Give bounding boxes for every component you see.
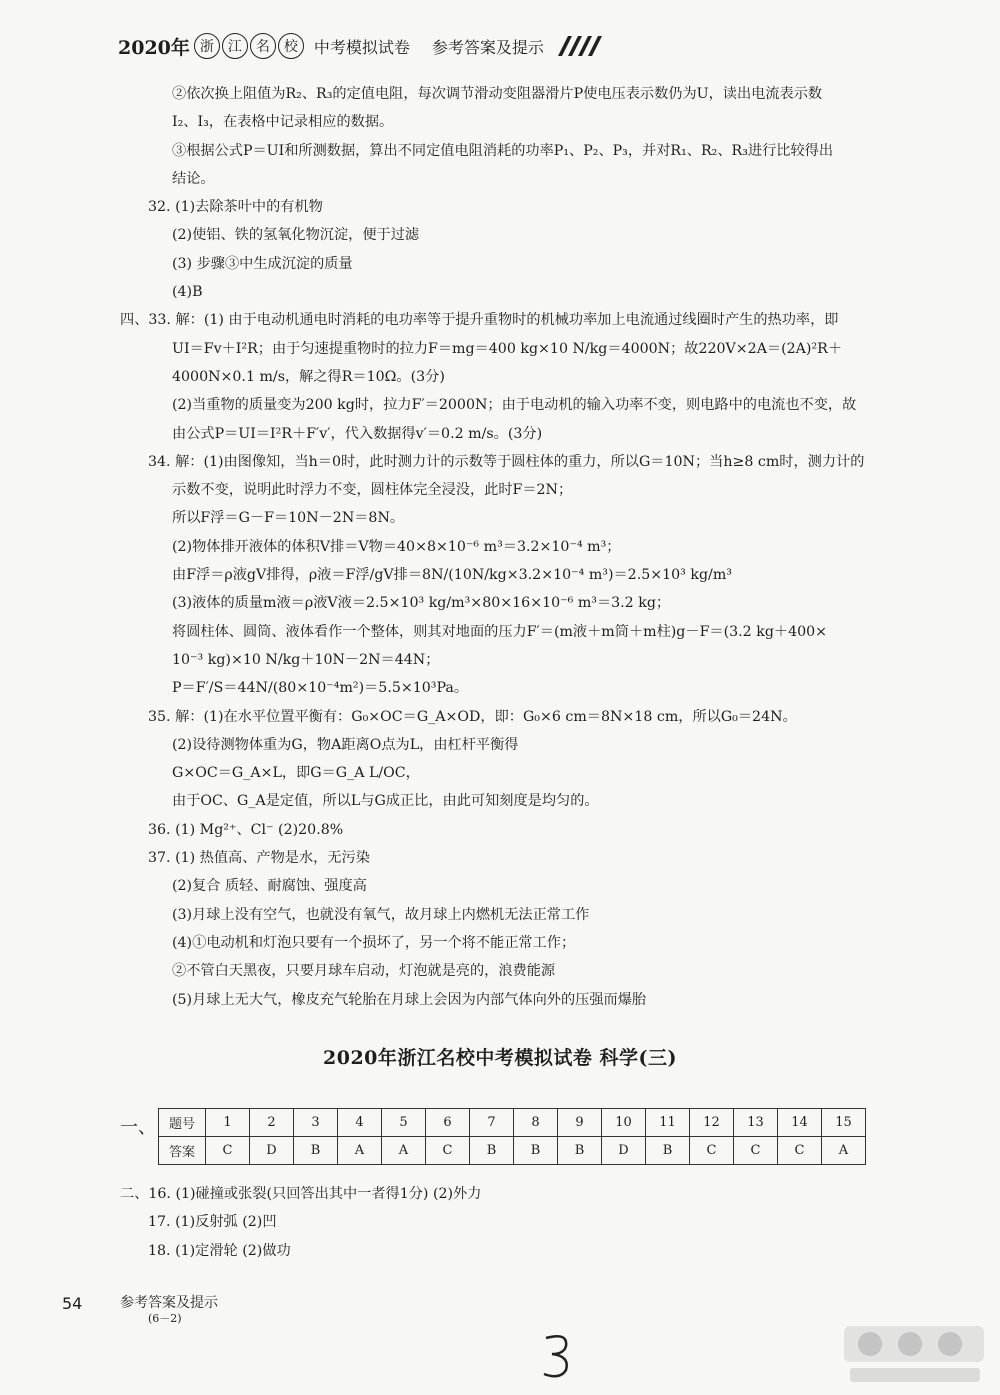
footer-page-number: 54	[62, 1294, 83, 1313]
answer-line: (3)液体的质量m液＝ρ液V液＝2.5×10³ kg/m³×80×16×10⁻⁶ m³＝3.2 kg；	[172, 595, 671, 612]
header-badge-zhe: 浙	[194, 33, 220, 59]
section-one-label: 一、	[120, 1117, 156, 1138]
question-number-cell: 2	[250, 1109, 294, 1137]
question-number-cell: 9	[558, 1109, 602, 1137]
answer-table-row2-head: 答案	[159, 1137, 206, 1165]
answer-line: 17. (1)反射弧 (2)凹	[148, 1214, 277, 1231]
answer-line: (2)复合 质轻、耐腐蚀、强度高	[172, 878, 367, 895]
question-number-cell: 15	[822, 1109, 866, 1137]
question-number-cell: 8	[514, 1109, 558, 1137]
answer-cell: B	[294, 1137, 338, 1165]
answer-cell: C	[690, 1137, 734, 1165]
question-number-cell: 11	[646, 1109, 690, 1137]
answer-line: 示数不变，说明此时浮力不变，圆柱体完全浸没，此时F＝2N；	[172, 482, 573, 499]
answer-line: (2)当重物的质量变为200 kg时，拉力F′＝2000N；由于电动机的输入功率不变，则电路中的电流也不变，故	[172, 397, 857, 414]
header-stripes-icon	[554, 36, 602, 56]
answer-cell: A	[822, 1137, 866, 1165]
answer-line: 所以F浮＝G－F＝10N－2N＝8N。	[172, 510, 405, 527]
header-badges	[194, 33, 304, 59]
answer-line: P＝F′/S＝44N/(80×10⁻⁴m²)＝5.5×10³Pa。	[172, 680, 469, 697]
answer-line: 将圆柱体、圆筒、液体看作一个整体，则其对地面的压力F′＝(m液＋m筒＋m柱)g－F＝(3.2 kg＋400×	[172, 623, 828, 640]
question-number-cell: 6	[426, 1109, 470, 1137]
section-two-answers	[120, 1180, 481, 1265]
question-number-cell: 4	[338, 1109, 382, 1137]
answer-line: (2)设待测物体重为G，物A距离O点为L，由杠杆平衡得	[172, 736, 519, 753]
answer-line: 4000N×0.1 m/s，解之得R＝10Ω。(3分)	[172, 368, 445, 385]
page-header	[118, 30, 638, 62]
answer-table-answer-row	[159, 1137, 866, 1165]
answer-line: 35. 解：(1)在水平位置平衡有：G₀×OC＝G_A×OD，即：G₀×6 cm＝8N×18 cm，所以G₀＝24N。	[148, 708, 797, 725]
answer-line: (3)月球上没有空气，也就没有氧气，故月球上内燃机无法正常工作	[172, 906, 590, 923]
answer-cell: B	[558, 1137, 602, 1165]
question-number-cell: 10	[602, 1109, 646, 1137]
answer-cell: B	[470, 1137, 514, 1165]
answer-line: 37. (1) 热值高、产物是水，无污染	[148, 850, 370, 867]
header-right: 参考答案及提示	[431, 37, 544, 57]
answer-cell: C	[206, 1137, 250, 1165]
header-badge-ming: 名	[250, 33, 276, 59]
question-number-cell: 12	[690, 1109, 734, 1137]
answer-line: 36. (1) Mg²⁺、Cl⁻ (2)20.8%	[148, 821, 344, 838]
header-badge-xiao: 校	[278, 33, 304, 59]
answer-line: (5)月球上无大气，橡皮充气轮胎在月球上会因为内部气体向外的压强而爆胎	[172, 991, 647, 1008]
answer-line: ②不管白天黑夜，只要月球车启动，灯泡就是亮的，浪费能源	[172, 963, 556, 980]
answer-line: 二、16. (1)碰撞或张裂(只回答出其中一者得1分) (2)外力	[120, 1186, 482, 1202]
answer-cell: C	[734, 1137, 778, 1165]
answer-line: 由于OC、G_A是定值，所以L与G成正比，由此可知刻度是均匀的。	[172, 793, 599, 810]
answer-line: 四、33. 解：(1) 由于电动机通电时消耗的电功率等于提升重物时的机械功率加上电流通过线圈时产生的热功率，即	[120, 312, 839, 329]
question-number-cell: 3	[294, 1109, 338, 1137]
answer-line: (4)①电动机和灯泡只要有一个损坏了，另一个将不能正常工作；	[172, 934, 576, 951]
answer-line: 10⁻³ kg)×10 N/kg＋10N－2N＝44N；	[172, 651, 440, 668]
header-year: 2020年	[118, 36, 190, 59]
question-number-cell: 14	[778, 1109, 822, 1137]
answer-line: 结论。	[172, 170, 215, 187]
answer-line: UI＝Fv＋I²R；由于匀速提重物时的拉力F＝mg＝400 kg×10 N/kg＝4000N；故220V×2A＝(2A)²R＋	[172, 340, 843, 357]
answer-line: ③根据公式P＝UI和所测数据，算出不同定值电阻消耗的功率P₁、P₂、P₃，并对R₁、R₂、R₃进行比较得出	[172, 142, 834, 159]
watermark-logo	[840, 1320, 990, 1390]
answer-line: (2)物体排开液体的体积V排＝V物＝40×8×10⁻⁶ m³＝3.2×10⁻⁴ m³；	[172, 538, 621, 555]
answer-cell: C	[778, 1137, 822, 1165]
question-number-cell: 5	[382, 1109, 426, 1137]
answer-line: (4)B	[172, 284, 203, 301]
footer-sub: (6－2)	[148, 1312, 182, 1325]
answer-cell: A	[382, 1137, 426, 1165]
answer-table-number-row	[159, 1109, 866, 1137]
question-number-cell: 7	[470, 1109, 514, 1137]
answer-line: 由公式P＝UI＝I²R＋F′v′，代入数据得v′＝0.2 m/s。(3分)	[172, 425, 543, 442]
handwritten-mark	[538, 1330, 578, 1380]
answer-line: 34. 解：(1)由图像知，当h＝0时，此时测力计的示数等于圆柱体的重力，所以G＝10N；当h≥8 cm时，测力计的	[148, 453, 865, 470]
answer-cell: B	[514, 1137, 558, 1165]
footer-label: 参考答案及提示	[120, 1295, 218, 1311]
answer-line: G×OC＝G_A×L，即G＝G_A L/OC，	[172, 765, 420, 782]
answer-line: I₂、I₃，在表格中记录相应的数据。	[172, 114, 394, 131]
answer-cell: A	[338, 1137, 382, 1165]
answer-line: (2)使铝、铁的氢氧化物沉淀，便于过滤	[172, 227, 420, 244]
question-number-cell: 13	[734, 1109, 778, 1137]
answer-line: 18. (1)定滑轮 (2)做功	[148, 1242, 291, 1259]
header-middle: 中考模拟试卷	[313, 37, 410, 57]
header-badge-jiang: 江	[222, 33, 248, 59]
answer-cell: C	[426, 1137, 470, 1165]
answer-line: 由F浮＝ρ液gV排得，ρ液＝F浮/gV排＝8N/(10N/kg×3.2×10⁻⁴ m³)＝2.5×10³ kg/m³	[172, 567, 732, 584]
answer-content	[120, 80, 910, 1014]
answer-line: ②依次换上阻值为R₂、R₃的定值电阻，每次调节滑动变阻器滑片P使电压表示数仍为U，读出电流表示数	[172, 86, 823, 102]
answer-line: 32. (1)去除茶叶中的有机物	[148, 199, 323, 216]
section-title: 2020年浙江名校中考模拟试卷 科学(三)	[323, 1047, 677, 1069]
answer-line: (3) 步骤③中生成沉淀的质量	[172, 255, 353, 272]
answer-table	[158, 1108, 866, 1165]
answer-table-row1-head: 题号	[159, 1109, 206, 1137]
question-number-cell: 1	[206, 1109, 250, 1137]
answer-cell: D	[602, 1137, 646, 1165]
answer-cell: B	[646, 1137, 690, 1165]
answer-cell: D	[250, 1137, 294, 1165]
